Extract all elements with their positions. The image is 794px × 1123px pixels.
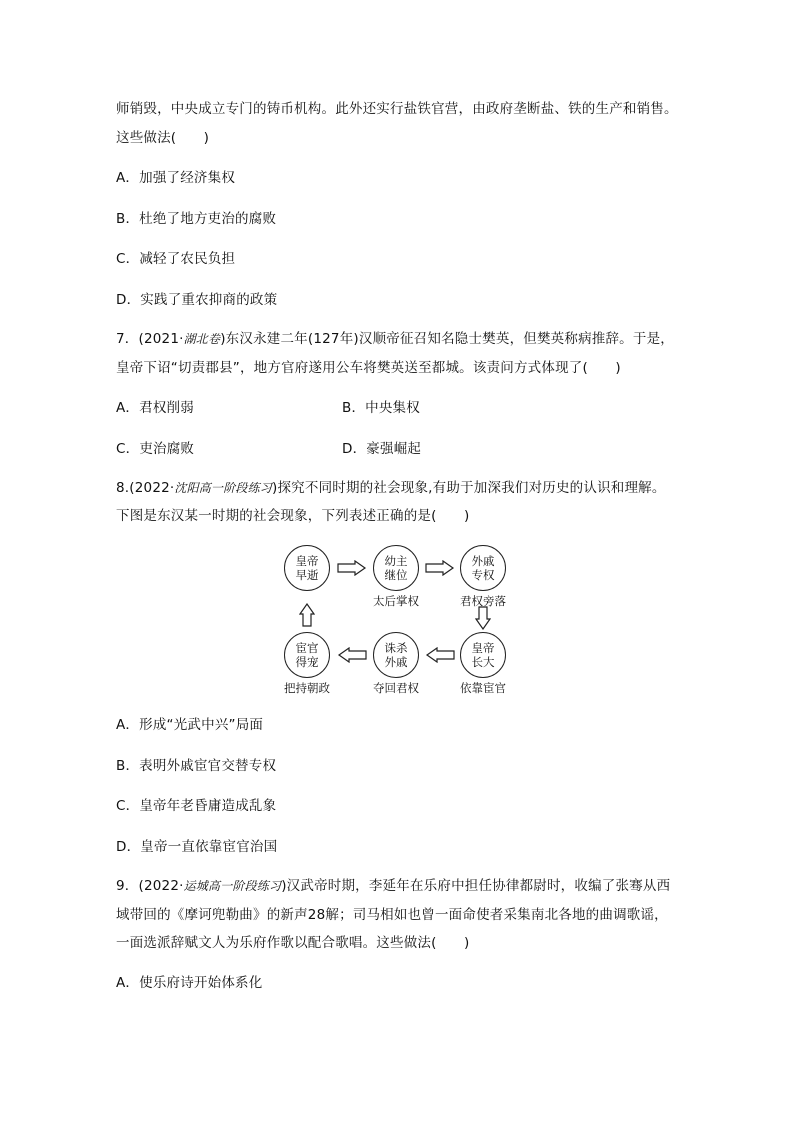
q7-option-c: C．吏治腐败 <box>116 441 195 457</box>
q8-source: 沈阳高一阶段练习 <box>174 481 273 495</box>
q9-option-a: A．使乐府诗开始体系化 <box>116 975 263 991</box>
q8-option-b: B．表明外戚宦官交替专权 <box>116 758 277 774</box>
node-kill-consort: 诛杀 外戚 <box>373 632 419 678</box>
q6-option-b: B．杜绝了地方吏治的腐败 <box>116 211 277 227</box>
node-eunuchs-favored: 宦官 得宠 <box>284 632 330 678</box>
node-emperor-grows-up: 皇帝 长大 <box>460 632 506 678</box>
q8-stem-rest: )探究不同时期的社会现象,有助于加深我们对历史的认识和理解。 <box>272 480 666 496</box>
q6-stem-line-1: 师销毁，中央成立专门的铸币机构。此外还实行盐铁官营，由政府垄断盐、铁的生产和销售。 <box>116 101 678 117</box>
q9-stem-line-1 <box>116 874 670 894</box>
q7-option-b: B．中央集权 <box>342 400 420 416</box>
q7-stem-line-1 <box>116 327 674 347</box>
q9-stem-line-3: 一面选派辞赋文人为乐府作歌以配合歌唱。这些做法( ) <box>116 935 470 951</box>
arrow-left-1 <box>425 647 455 663</box>
q7-option-a: A．君权削弱 <box>116 400 194 416</box>
arrow-up <box>299 603 315 627</box>
q7-number: 7．(2021· <box>116 331 184 347</box>
q8-option-c: C．皇帝年老昏庸造成乱象 <box>116 798 277 814</box>
q8-stem-line-1 <box>116 476 666 496</box>
arrow-left-2 <box>337 647 367 663</box>
q6-option-c: C．减轻了农民负担 <box>116 251 236 267</box>
q9-source: 运城高一阶段练习 <box>183 879 282 893</box>
q9-stem-rest: )汉武帝时期，李延年在乐府中担任协律都尉时，收编了张骞从西 <box>281 878 671 894</box>
arrow-right-1 <box>337 560 367 576</box>
node-consort-clan-power: 外戚 专权 <box>460 545 506 591</box>
q8-option-d: D．皇帝一直依靠宦官治国 <box>116 839 278 855</box>
caption-regain-power: 夺回君权 <box>373 681 419 695</box>
node-emperor-dies-early: 皇帝 早逝 <box>284 545 330 591</box>
q8-stem-line-2: 下图是东汉某一时期的社会现象，下列表述正确的是( ) <box>116 508 470 524</box>
q6-option-a: A．加强了经济集权 <box>116 170 236 186</box>
q7-stem-line-2: 皇帝下诏“切责郡县”，地方官府遂用公车将樊英送至都城。该责问方式体现了( ) <box>116 360 621 376</box>
q8-number: 8.(2022· <box>116 480 175 496</box>
q8-cycle-diagram <box>282 543 522 693</box>
arrow-down <box>475 606 491 630</box>
q7-option-d: D．豪强崛起 <box>342 441 422 457</box>
caption-rely-eunuchs: 依靠宦官 <box>460 681 506 695</box>
q7-source: 湖北卷 <box>183 332 221 346</box>
arrow-right-2 <box>425 560 455 576</box>
q9-stem-line-2: 域带回的《摩诃兜勒曲》的新声28解；司马相如也曾一面命使者采集南北各地的曲调歌谣， <box>116 907 668 923</box>
q6-stem-line-2: 这些做法( ) <box>116 130 210 146</box>
q7-stem-rest: )东汉永建二年(127年)汉顺帝征召知名隐士樊英，但樊英称病推辞。于是， <box>220 331 674 347</box>
caption-power-lost: 君权旁落 <box>460 594 506 608</box>
node-young-ruler: 幼主 继位 <box>373 545 419 591</box>
q8-option-a: A．形成“光武中兴”局面 <box>116 717 264 733</box>
q9-number: 9．(2022· <box>116 878 184 894</box>
q6-option-d: D．实践了重农抑商的政策 <box>116 292 278 308</box>
caption-control-court: 把持朝政 <box>284 681 330 695</box>
caption-empress-dowager: 太后掌权 <box>373 594 419 608</box>
